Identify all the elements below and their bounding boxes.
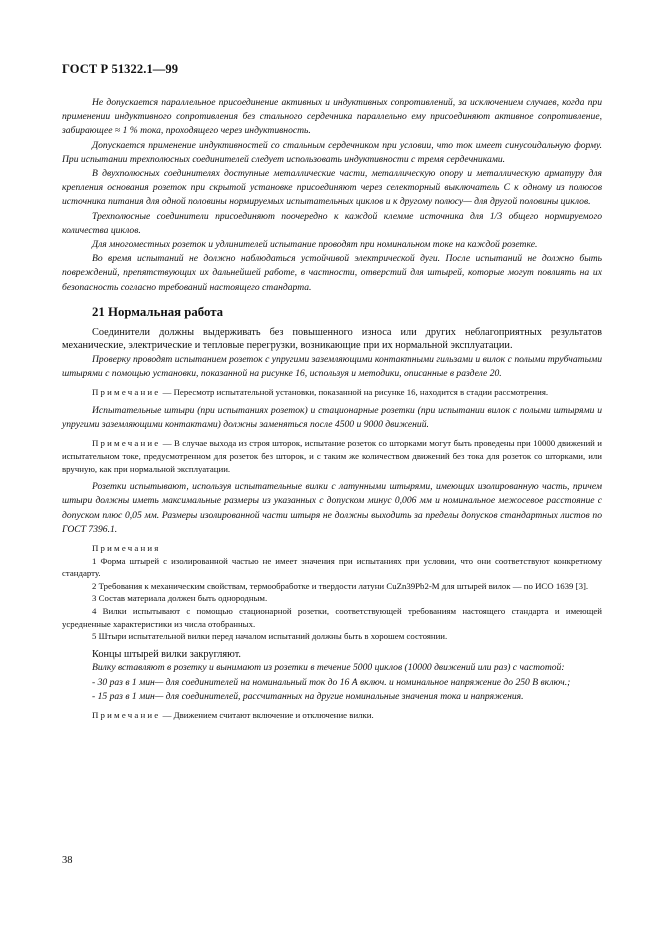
note-item: 3 Состав материала должен быть однородным. — [92, 593, 268, 604]
page-content — [62, 96, 602, 722]
paragraph: Розетки испытывают, используя испытательные вилки с латунными штырями, имеющих изолированную часть, причем штыри должны иметь максимальные размеры из указанных с допуском минус 0,006 мм и номинальное межосевое расстояние с допуском плюс 0,05 мм. Размеры изолированной части штыря не должны выходить за пределы допусков стандартных листов по ГОСТ 7396.1. — [62, 481, 602, 535]
paragraph: В двухполюсных соединителях доступные металлические части, металлическую опору и металлическую арматуру для крепления основания розеток при скрытой установке присоединяют через селекторный выключатель С к одному из полюсов источника питания для одной половины нормируемых испытательных циклов и к другому полюсу— для другой половины циклов. — [62, 168, 602, 208]
page-number: 38 — [62, 855, 73, 866]
notes-label: Примечания — [92, 543, 161, 554]
paragraph: Вилку вставляют в розетку и вынимают из розетки в течение 5000 циклов (10000 движений или раз) с частотой: — [92, 662, 565, 674]
list-item: - 30 раз в 1 мин— для соединителей на номинальный ток до 16 А включ. и номинальное напряжение до 250 В включ.; — [92, 676, 571, 688]
note-text: — Движением считают включение и отключение вилки. — [160, 709, 374, 720]
note-text: — В случае выхода из строя шторок, испытание розеток со шторками могут быть проведены при 10000 движений и испытательном токе, предусмотренном для розеток без шторок, и с таким же количеством движений без тока для розеток со шторками, или вручную, как при нормальной эксплуатации. — [62, 438, 602, 474]
note-label: Примечание — [92, 709, 161, 720]
document-header: ГОСТ Р 51322.1—99 — [62, 62, 179, 76]
note-label: Примечание — [92, 387, 161, 398]
paragraph: Во время испытаний не должно наблюдаться устойчивой электрической дуги. После испытаний не должно быть повреждений, препятствующих их дальнейшей работе, в частности, отверстий для штырей, которые могут повлиять на их безопасность согласно требований настоящего стандарта. — [62, 253, 602, 293]
list-item: - 15 раз в 1 мин— для соединителей, рассчитанных на другие номинальные значения тока и напряжения. — [92, 690, 524, 702]
section-title: 21 Нормальная работа — [92, 304, 224, 319]
paragraph: Испытательные штыри (при испытаниях розеток) и стационарные розетки (при испытании вилок с полыми штырями и упругими заземляющими контактами) должны заменяться после 4500 и 9000 движений. — [62, 405, 602, 431]
paragraph: Соединители должны выдерживать без повышенного износа или других неблагоприятных результатов механические, электрические и тепловые перегрузки, возникающие при их нормальной эксплуатации. — [62, 326, 602, 352]
note — [62, 437, 602, 475]
paragraph: Не допускается параллельное присоединение активных и индуктивных сопротивлений, за исключением случаев, когда при применении индуктивного сопротивления без стального сердечника параллельно ему присоединяют активное сопротивление, забирающее ≈ 1 % тока, проходящего через индуктивность. — [62, 97, 602, 137]
note-item: 2 Требования к механическим свойствам, термообработке и твердости латуни CuZn39Pb2-M для штырей вилок — по ИСО 1639 [3]. — [92, 580, 589, 591]
note-text: — Пересмотр испытательной установки, показанной на рисунке 16, находится в стадии рассмотрения. — [160, 387, 549, 398]
note-label: Примечание — [92, 438, 161, 449]
note-item: 1 Форма штырей с изолированной частью не имеет значения при испытаниях при условии, что они соответствуют конкретному стандарту. — [62, 555, 602, 579]
paragraph: Проверку проводят испытанием розеток с упругими заземляющими контактными гильзами и вилок с полыми трубчатыми штырями с помощью установки, показанной на рисунке 16, используя и методики, описанные в разделе 20. — [62, 354, 602, 380]
paragraph: Концы штырей вилки закругляют. — [92, 648, 241, 660]
paragraph: Трехполюсные соединители присоединяют поочередно к каждой клемме источника для 1/3 общего нормируемого количества циклов. — [62, 210, 602, 236]
paragraph: Допускается применение индуктивностей со стальным сердечником при условии, что ток имеет синусоидальную форму. При испытании трехполюсных соединителей следует использовать индуктивности с тремя сердечниками. — [62, 139, 602, 165]
note — [62, 386, 602, 399]
paragraph: Для многоместных розеток и удлинителей испытание проводят при номинальном токе на каждой розетке. — [92, 239, 538, 251]
notes-heading — [62, 542, 602, 555]
note-item: 5 Штыри испытательной вилки перед началом испытаний должны быть в хорошем состоянии. — [92, 631, 448, 642]
note-item: 4 Вилки испытывают с помощью стационарной розетки, соответствующей требованиям настоящего стандарта и имеющей усредненные характеристики из числа отобранных. — [62, 606, 602, 629]
note — [62, 709, 602, 722]
